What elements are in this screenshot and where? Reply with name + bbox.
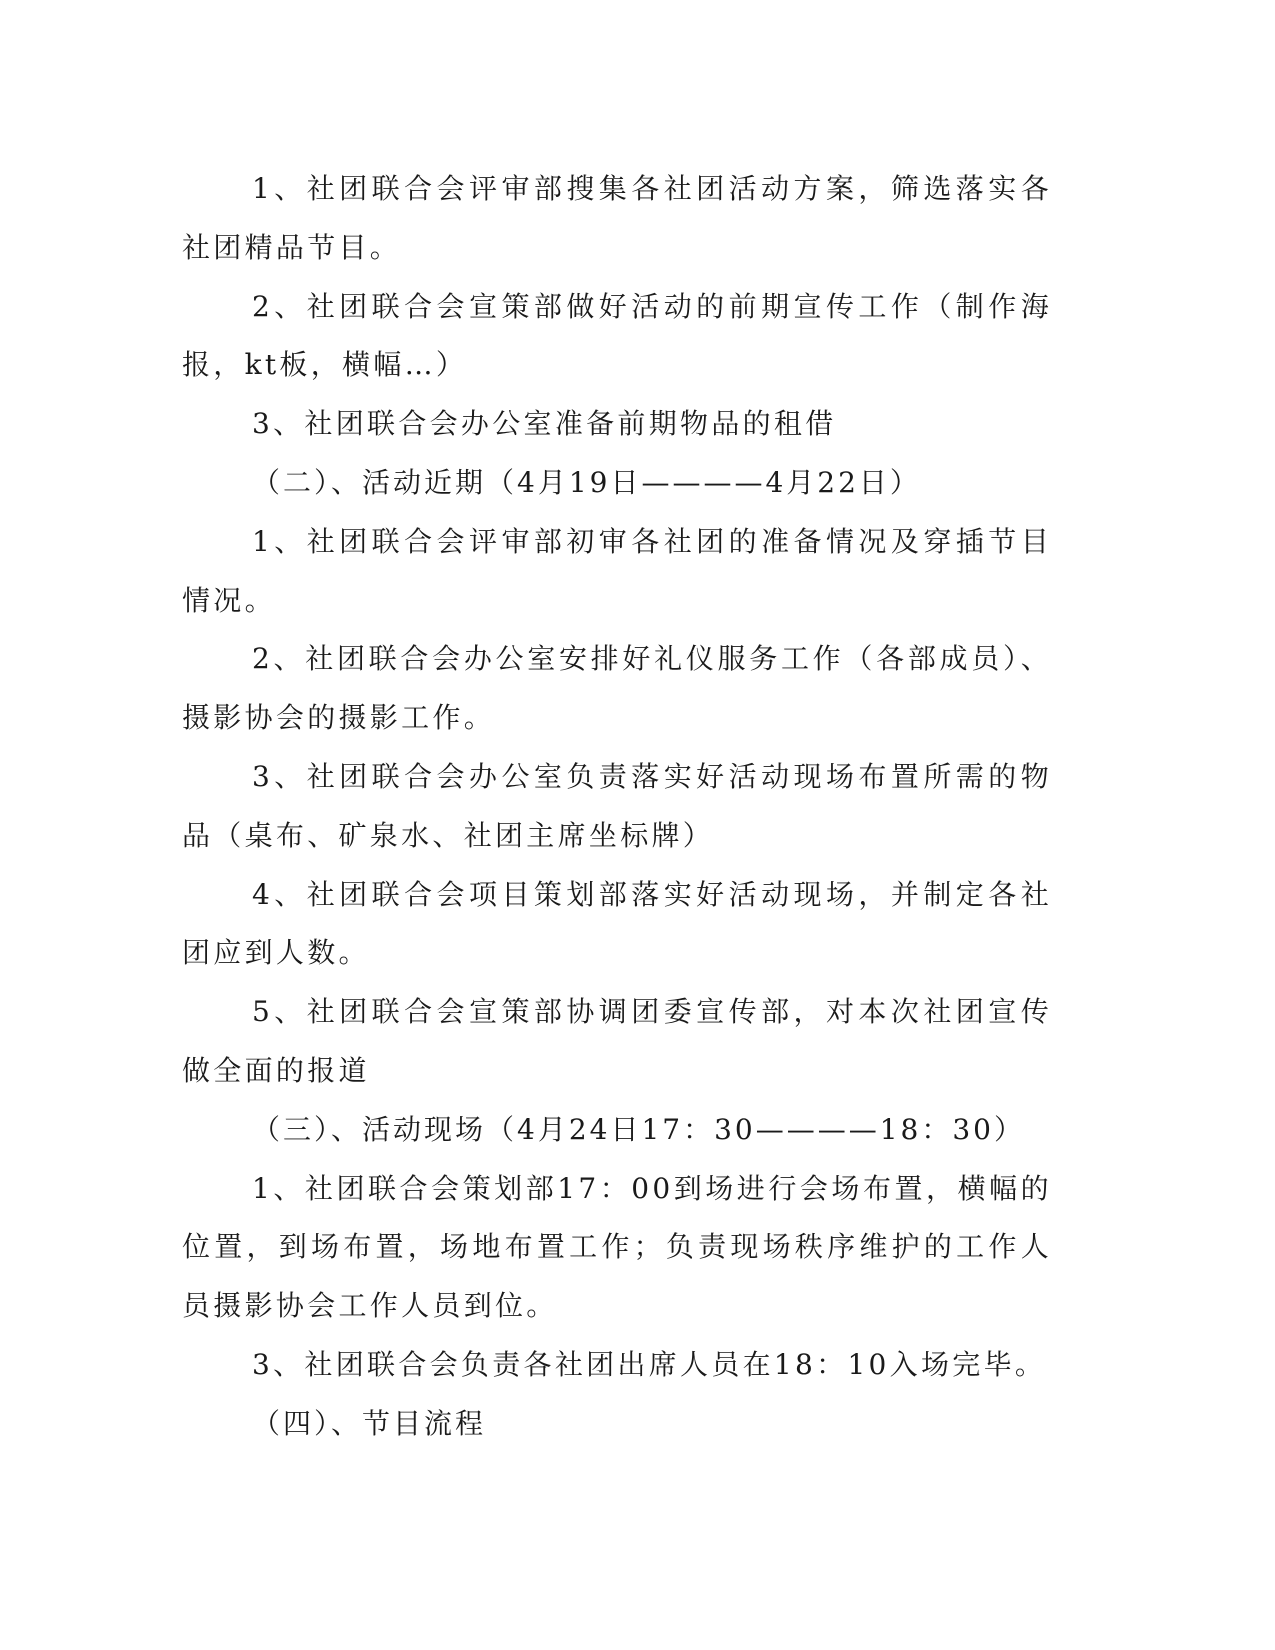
paragraph-recent-item-2: 2、社团联合会办公室安排好礼仪服务工作（各部成员）、摄影协会的摄影工作。: [182, 642, 1052, 735]
paragraph-recent-item-5: 5、社团联合会宣策部协调团委宣传部，对本次社团宣传做全面的报道: [182, 995, 1052, 1087]
paragraph-onsite-item-3: 3、社团联合会负责各社团出席人员在18：10入场完毕。: [252, 1347, 1047, 1381]
section-heading-onsite: （三）、活动现场（4月24日17：30————18：30）: [252, 1112, 1025, 1146]
section-heading-recent: （二）、活动近期（4月19日————4月22日）: [252, 465, 921, 499]
paragraph-prep-item-3: 3、社团联合会办公室准备前期物品的租借: [252, 407, 837, 441]
paragraph-onsite-item-1: 1、社团联合会策划部17：00到场进行会场布置，横幅的位置，到场布置，场地布置工作；负责现场秩序维护的工作人员摄影协会工作人员到位。: [182, 1171, 1052, 1323]
paragraph-prep-item-1: 1、社团联合会评审部搜集各社团活动方案，筛选落实各社团精品节目。: [182, 172, 1052, 264]
paragraph-recent-item-4: 4、社团联合会项目策划部落实好活动现场，并制定各社团应到人数。: [182, 877, 1052, 970]
document-body: [182, 160, 1052, 1454]
section-heading-program: （四）、节目流程: [252, 1406, 487, 1440]
paragraph-recent-item-1: 1、社团联合会评审部初审各社团的准备情况及穿插节目情况。: [182, 524, 1052, 617]
paragraph-recent-item-3: 3、社团联合会办公室负责落实好活动现场布置所需的物品（桌布、矿泉水、社团主席坐标牌）: [182, 759, 1052, 852]
paragraph-prep-item-2: 2、社团联合会宣策部做好活动的前期宣传工作（制作海报，kt板，横幅…）: [182, 289, 1052, 382]
